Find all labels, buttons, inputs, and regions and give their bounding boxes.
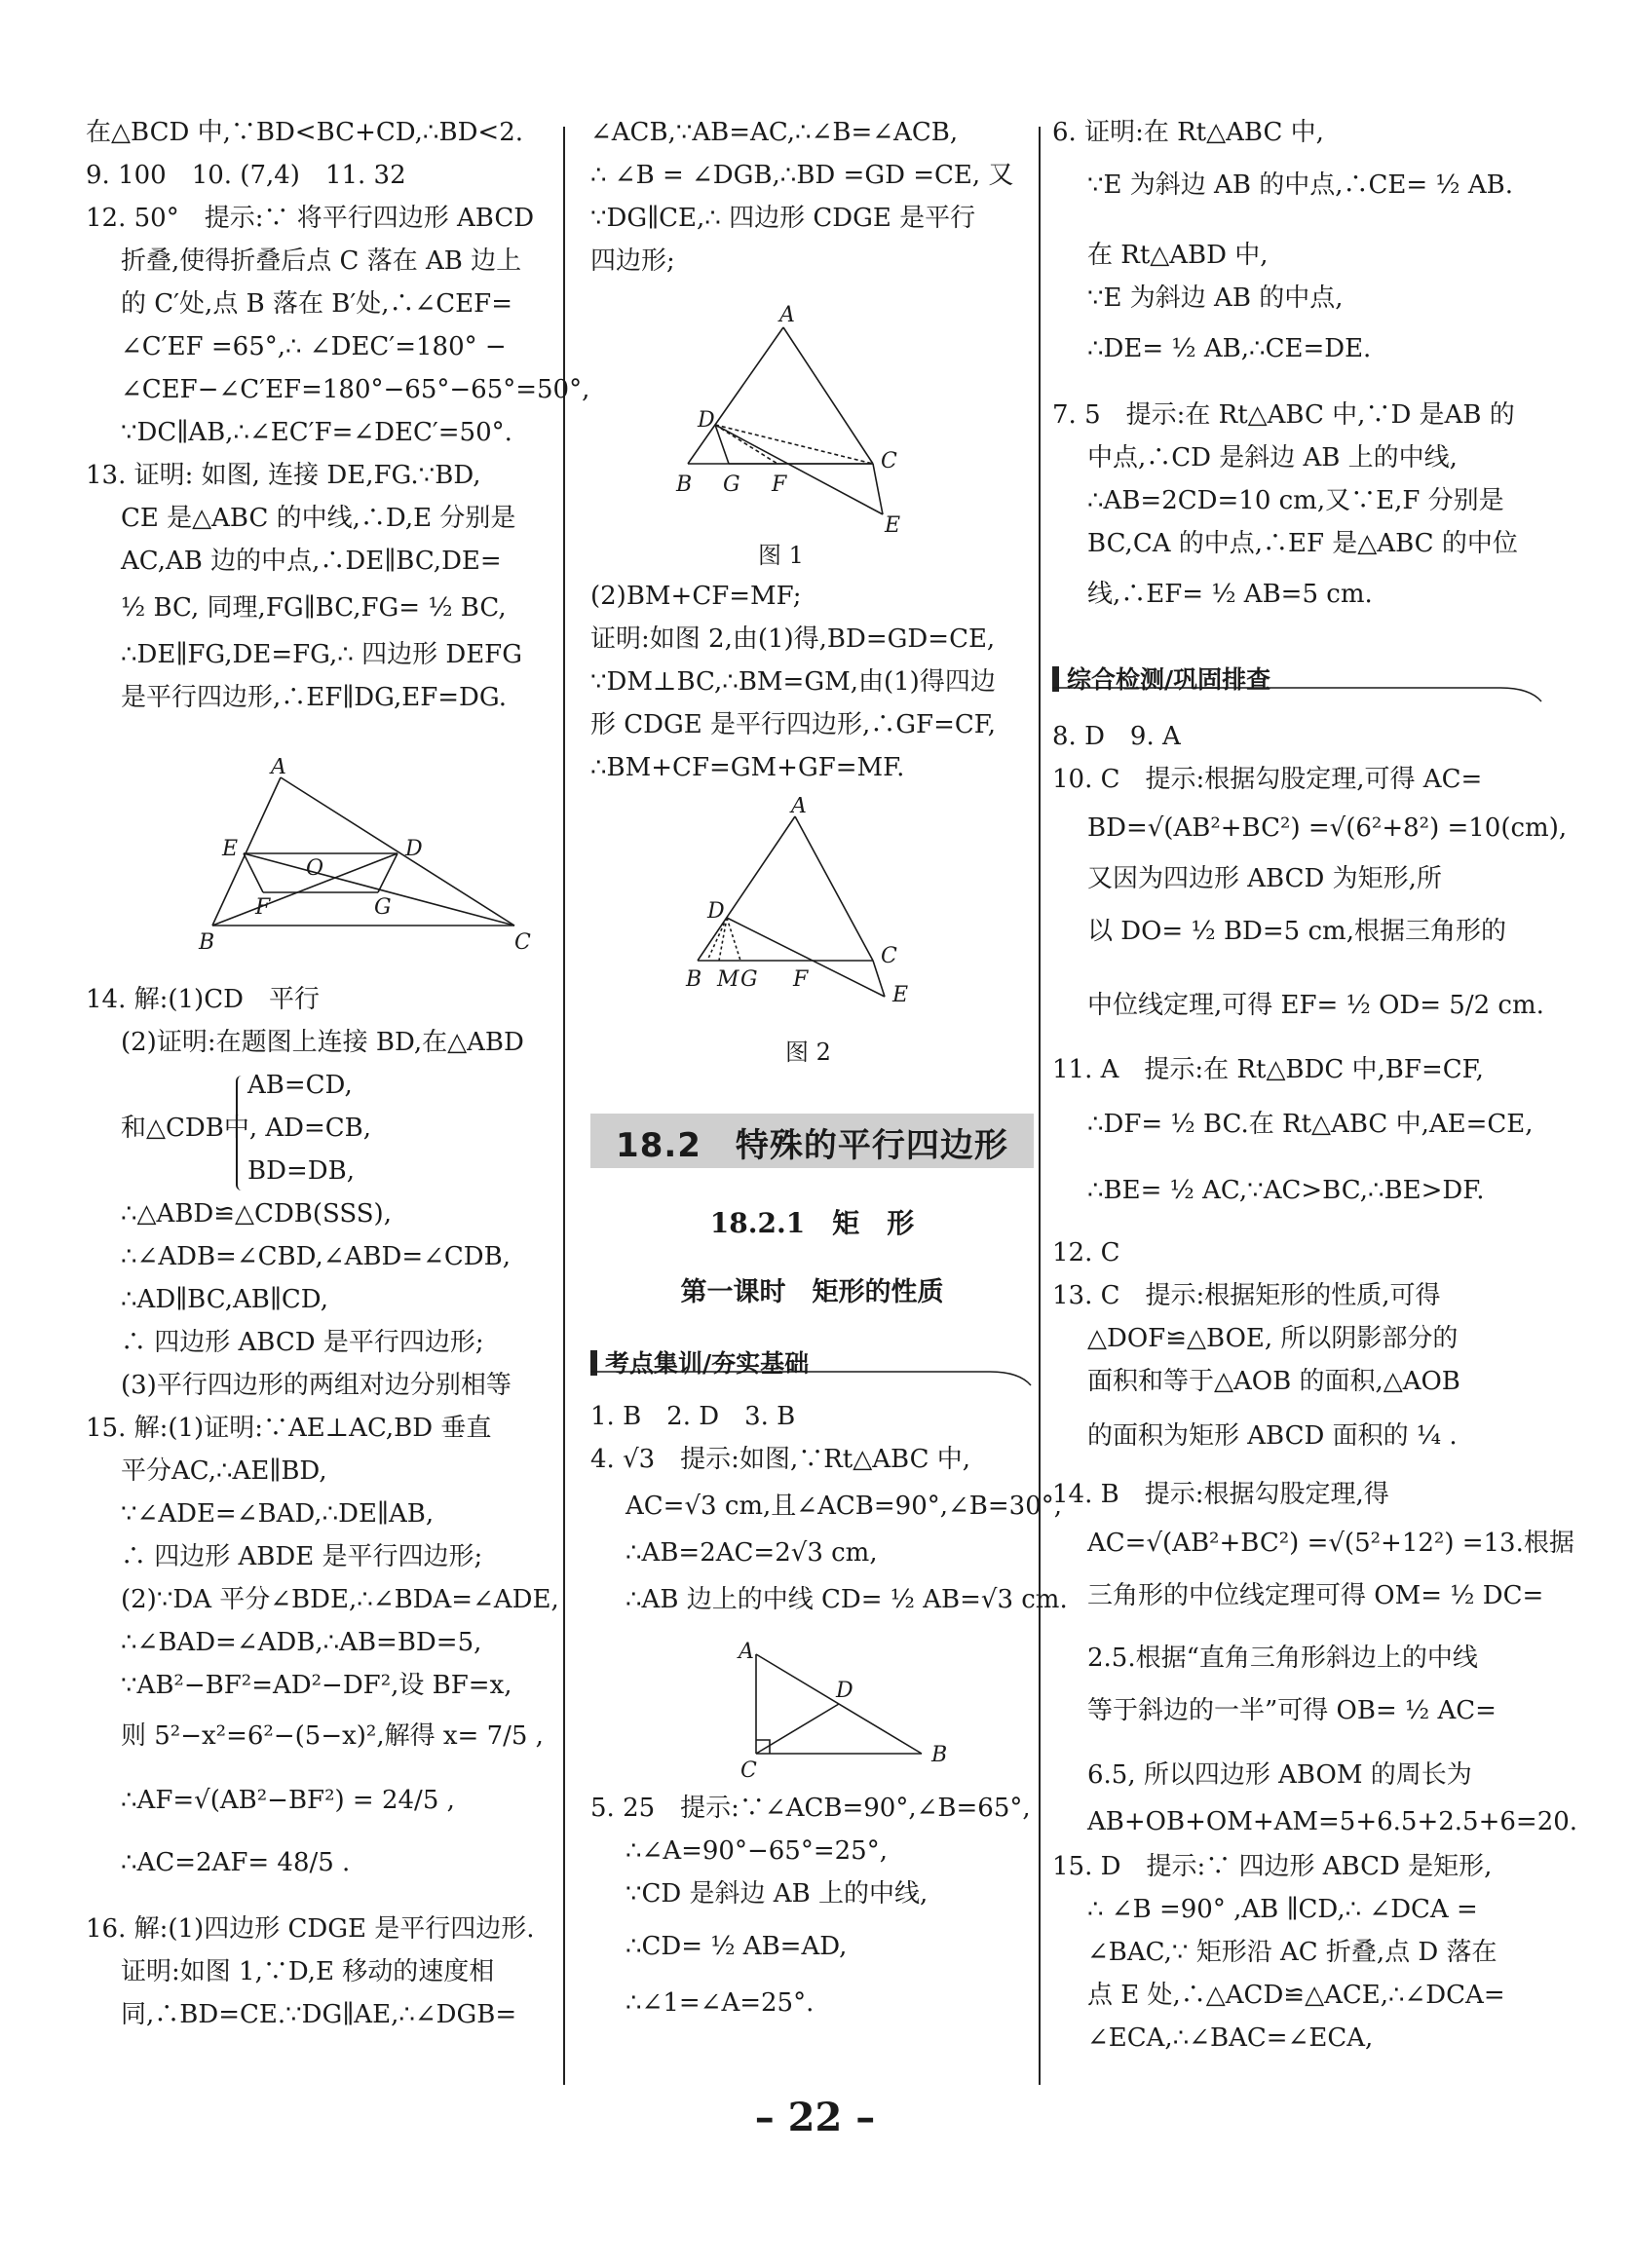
- section-tag-label: 考点集训/夯实基础: [605, 1349, 810, 1378]
- column-divider-left: [563, 127, 565, 2085]
- text-line: BC,CA 的中点,∴EF 是△ABC 的中位: [1087, 529, 1518, 558]
- text-line: 6. 证明:在 Rt△ABC 中,: [1052, 118, 1324, 147]
- text-line: ∠ECA,∴∠BAC=∠ECA,: [1087, 2023, 1374, 2053]
- text-line: ∵E 为斜边 AB 的中点,∴CE= ½ AB.: [1087, 170, 1513, 200]
- text-line: (3)平行四边形的两组对边分别相等: [121, 1371, 512, 1400]
- fig-label-b: B: [199, 930, 215, 953]
- text-line: ∴AD∥BC,AB∥CD,: [121, 1285, 328, 1314]
- text-line: ∵DC∥AB,∴∠EC′F=∠DEC′=50°.: [121, 418, 512, 447]
- fig-label-b: B: [686, 967, 702, 992]
- text-line: ∴BM+CF=GM+GF=MF.: [590, 753, 905, 782]
- text-line: 等于斜边的一半”可得 OB= ½ AC=: [1087, 1696, 1497, 1725]
- text-line: ∴CD= ½ AB=AD,: [625, 1932, 848, 1961]
- text-line: 证明:如图 1,∵D,E 移动的速度相: [121, 1957, 495, 1986]
- text-line: 三角形的中位线定理可得 OM= ½ DC=: [1087, 1581, 1544, 1610]
- text-line: BD=√(AB²+BC²) =√(6²+8²) =10(cm),: [1087, 813, 1568, 843]
- text-line: 中位线定理,可得 EF= ½ OD= 5/2 cm.: [1087, 991, 1544, 1020]
- text-line: 和△CDB中, AD=CB,: [121, 1114, 372, 1143]
- text-line: 又因为四边形 ABCD 为矩形,所: [1087, 864, 1442, 893]
- text-line: 在△BCD 中,∵BD<BC+CD,∴BD<2.: [86, 118, 524, 147]
- tag-underline: [1052, 680, 1544, 703]
- fig-label-a: A: [779, 303, 795, 327]
- text-line: 线,∴EF= ½ AB=5 cm.: [1087, 580, 1373, 609]
- fig-label-f: F: [793, 967, 809, 992]
- fig-label-e: E: [892, 983, 909, 1002]
- text-line: ∴∠BAD=∠ADB,∴AB=BD=5,: [121, 1628, 482, 1657]
- text-line: 折叠,使得折叠后点 C 落在 AB 边上: [121, 246, 522, 276]
- text-line: (2)∵DA 平分∠BDE,∴∠BDA=∠ADE,: [121, 1585, 559, 1614]
- figure-2-triangle: [678, 797, 931, 1002]
- lesson-title: 第一课时 矩形的性质: [680, 1277, 944, 1307]
- fig-label-c: C: [881, 944, 897, 968]
- text-line: ∴ 四边形 ABDE 是平行四边形;: [121, 1542, 483, 1571]
- text-line: 的面积为矩形 ABCD 面积的 ¼ .: [1087, 1421, 1458, 1451]
- text-line: ∠BAC,∵ 矩形沿 AC 折叠,点 D 落在: [1087, 1938, 1497, 1967]
- text-line: 15. D 提示:∵ 四边形 ABCD 是矩形,: [1052, 1852, 1493, 1881]
- text-line: ∴AB 边上的中线 CD= ½ AB=√3 cm.: [625, 1585, 1068, 1614]
- figure-1-caption: 图 1: [758, 542, 804, 569]
- text-line: 在 Rt△ABD 中,: [1087, 241, 1269, 270]
- text-line: 9. 100 10. (7,4) 11. 32: [86, 161, 406, 190]
- text-line: 面积和等于△AOB 的面积,△AOB: [1087, 1367, 1460, 1396]
- text-line: 平分AC,∴AE∥BD,: [121, 1456, 327, 1486]
- page-number: – 22 –: [754, 2095, 876, 2140]
- text-line: AB+OB+OM+AM=5+6.5+2.5+6=20.: [1087, 1807, 1578, 1836]
- fig-label-b: B: [931, 1743, 948, 1767]
- fig-label-g: G: [374, 895, 392, 920]
- text-line: ∴ 四边形 ABCD 是平行四边形;: [121, 1328, 484, 1357]
- text-line: ∴AB=2AC=2√3 cm,: [625, 1538, 878, 1568]
- text-line: 5. 25 提示:∵∠ACB=90°,∠B=65°,: [590, 1794, 1031, 1823]
- text-line: ∴DF= ½ BC.在 Rt△ABC 中,AE=CE,: [1087, 1110, 1534, 1139]
- fig-label-g: G: [723, 472, 740, 497]
- text-line: 4. √3 提示:如图,∵Rt△ABC 中,: [590, 1445, 971, 1474]
- text-line: AC,AB 边的中点,∴DE∥BC,DE=: [121, 547, 502, 576]
- text-line: 中点,∴CD 是斜边 AB 上的中线,: [1087, 443, 1458, 472]
- fig-label-m: M: [717, 967, 739, 992]
- text-line: △DOF≌△BOE, 所以阴影部分的: [1087, 1324, 1459, 1353]
- fig-label-o: O: [306, 856, 324, 881]
- fig-label-e: E: [885, 513, 901, 534]
- fig-label-e: E: [222, 837, 239, 861]
- fig-label-d: D: [707, 899, 725, 924]
- text-line: CE 是△ABC 的中线,∴D,E 分别是: [121, 504, 516, 533]
- figure-1-triangle: [668, 300, 941, 534]
- fig-label-a: A: [791, 797, 807, 818]
- system-brace: [236, 1076, 246, 1191]
- text-line: ∴ ∠B =90° ,AB ∥CD,∴ ∠DCA =: [1087, 1895, 1478, 1924]
- text-line: 12. C: [1052, 1238, 1120, 1267]
- text-line: 14. 解:(1)CD 平行: [86, 985, 320, 1014]
- fig-label-c: C: [740, 1758, 757, 1781]
- text-line: ∠C′EF =65°,∴ ∠DEC′=180° −: [121, 332, 507, 361]
- fig-label-d: D: [405, 837, 423, 861]
- text-line: ∴ ∠B = ∠DGB,∴BD =GD =CE, 又: [590, 161, 1014, 190]
- text-line: ∠ACB,∵AB=AC,∴∠B=∠ACB,: [590, 118, 959, 147]
- text-line: 证明:如图 2,由(1)得,BD=GD=CE,: [590, 624, 996, 654]
- text-line: 点 E 处,∴△ACD≌△ACE,∴∠DCA=: [1087, 1981, 1505, 2010]
- text-line: 6.5, 所以四边形 ABOM 的周长为: [1087, 1760, 1472, 1790]
- text-line: ∴AF=√(AB²−BF²) = 24/5 ,: [121, 1786, 455, 1815]
- fig-label-b: B: [676, 472, 693, 497]
- text-line: 11. A 提示:在 Rt△BDC 中,BF=CF,: [1052, 1055, 1484, 1084]
- text-line: 1. B 2. D 3. B: [590, 1402, 796, 1431]
- fig-label-c: C: [514, 930, 531, 953]
- text-line: ∠CEF−∠C′EF=180°−65°−65°=50°,: [121, 375, 590, 404]
- text-line: 16. 解:(1)四边形 CDGE 是平行四边形.: [86, 1914, 535, 1944]
- text-line: 14. B 提示:根据勾股定理,得: [1052, 1480, 1389, 1509]
- text-line: ∵AB²−BF²=AD²−DF²,设 BF=x,: [121, 1671, 512, 1700]
- text-line: AC=√3 cm,且∠ACB=90°,∠B=30°,: [625, 1492, 1063, 1521]
- text-line: 形 CDGE 是平行四边形,∴GF=CF,: [590, 710, 997, 739]
- text-line: 8. D 9. A: [1052, 722, 1181, 751]
- subsection-title: 18.2.1 矩 形: [709, 1207, 915, 1239]
- text-line: 13. 证明: 如图, 连接 DE,FG.∵BD,: [86, 461, 481, 490]
- text-line: (2)BM+CF=MF;: [590, 582, 802, 611]
- text-line: 12. 50° 提示:∵ 将平行四边形 ABCD: [86, 204, 535, 233]
- text-line: ∵E 为斜边 AB 的中点,: [1087, 284, 1344, 313]
- text-line: 13. C 提示:根据矩形的性质,可得: [1052, 1281, 1441, 1310]
- text-line: ∵DM⊥BC,∴BM=GM,由(1)得四边: [590, 667, 996, 697]
- text-line: ∴∠A=90°−65°=25°,: [625, 1836, 888, 1866]
- text-line: 2.5.根据“直角三角形斜边上的中线: [1087, 1644, 1478, 1673]
- text-line: 则 5²−x²=6²−(5−x)²,解得 x= 7/5 ,: [121, 1721, 544, 1751]
- text-line: AB=CD,: [247, 1071, 353, 1100]
- fig-label-a: A: [271, 758, 286, 779]
- text-line: ½ BC, 同理,FG∥BC,FG= ½ BC,: [121, 593, 507, 623]
- text-line: 同,∴BD=CE.∵DG∥AE,∴∠DGB=: [121, 2000, 517, 2029]
- text-line: ∴∠ADB=∠CBD,∠ABD=∠CDB,: [121, 1242, 512, 1271]
- column-divider-right: [1039, 127, 1041, 2085]
- section-tag-label: 综合检测/巩固排查: [1067, 665, 1271, 694]
- text-line: 四边形;: [590, 246, 675, 276]
- text-line: ∵DG∥CE,∴ 四边形 CDGE 是平行: [590, 204, 976, 233]
- fig-label-f: F: [255, 895, 271, 920]
- text-line: ∴BE= ½ AC,∵AC>BC,∴BE>DF.: [1087, 1176, 1485, 1205]
- text-line: 7. 5 提示:在 Rt△ABC 中,∵D 是AB 的: [1052, 400, 1515, 430]
- text-line: ∴AB=2CD=10 cm,又∵E,F 分别是: [1087, 486, 1504, 515]
- text-line: 10. C 提示:根据勾股定理,可得 AC=: [1052, 765, 1483, 794]
- fig-label-c: C: [881, 449, 897, 473]
- fig-label-d: D: [698, 408, 715, 433]
- text-line: ∴AC=2AF= 48/5 .: [121, 1848, 351, 1877]
- text-line: ∵CD 是斜边 AB 上的中线,: [625, 1879, 929, 1909]
- text-line: ∵∠ADE=∠BAD,∴DE∥AB,: [121, 1499, 435, 1529]
- text-line: 的 C′处,点 B 落在 B′处,∴∠CEF=: [121, 289, 512, 319]
- figure-right-triangle: [727, 1635, 961, 1781]
- text-line: ∴△ABD≌△CDB(SSS),: [121, 1199, 392, 1228]
- text-line: 15. 解:(1)证明:∵AE⊥AC,BD 垂直: [86, 1414, 492, 1443]
- text-line: BD=DB,: [247, 1156, 355, 1186]
- fig-label-g: G: [740, 967, 758, 992]
- figure-triangle-defg: [173, 758, 544, 953]
- text-line: (2)证明:在题图上连接 BD,在△ABD: [121, 1028, 524, 1057]
- text-line: 以 DO= ½ BD=5 cm,根据三角形的: [1087, 917, 1506, 946]
- fig-label-a: A: [739, 1640, 754, 1664]
- text-line: AC=√(AB²+BC²) =√(5²+12²) =13.根据: [1087, 1529, 1574, 1558]
- fig-label-d: D: [836, 1679, 853, 1703]
- text-line: ∴∠1=∠A=25°.: [625, 1988, 815, 2018]
- text-line: 是平行四边形,∴EF∥DG,EF=DG.: [121, 683, 508, 712]
- text-line: ∴DE= ½ AB,∴CE=DE.: [1087, 334, 1372, 363]
- text-line: ∴DE∥FG,DE=FG,∴ 四边形 DEFG: [121, 640, 522, 669]
- fig-label-f: F: [772, 472, 787, 497]
- figure-2-caption: 图 2: [785, 1039, 831, 1066]
- tag-underline: [590, 1364, 1034, 1387]
- section-title: 18.2 特殊的平行四边形: [616, 1126, 1008, 1165]
